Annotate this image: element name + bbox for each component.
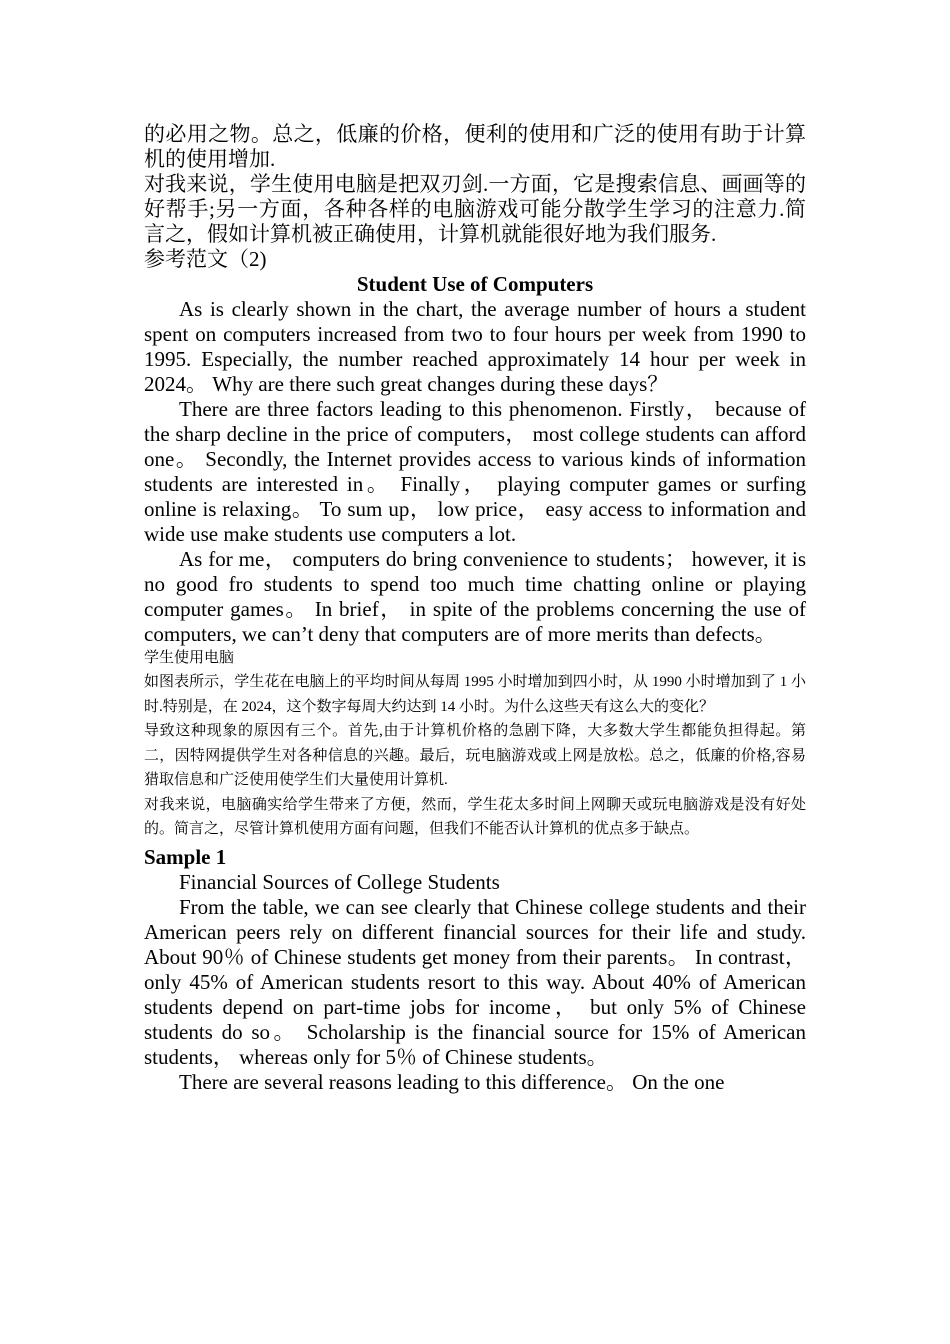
cn-translation-paragraph-1: 如图表所示，学生花在电脑上的平均时间从每周 1995 小时增加到四小时，从 1990 小时增加到了 1 小时.特别是，在 2024，这个数字每周大约达到 14 小时。为什么这些天有这么大的变化？: [144, 674, 806, 715]
sample-paragraph-2: There are several reasons leading to this difference。 On the one: [179, 1069, 725, 1094]
cn-translation-paragraph-3: 对我来说，电脑确实给学生带来了方便，然而，学生花太多时间上网聊天或玩电脑游戏是没有好处的。简言之，尽管计算机使用方面有问题，但我们不能否认计算机的优点多于缺点。: [144, 796, 806, 837]
essay-title: Student Use of Computers: [356, 272, 594, 296]
sample-paragraph-1: From the table, we can see clearly that Chinese college students and their American peers rely on different financial sources for their life and study. About 90％ of Chinese students get money from their parents。 In contrast， only 45% of American students resort to this way. About 40% of American students depend on part-time jobs for income， but only 5% of Chinese students do so。 Scholarship is the financial source for 15% of American students， whereas only for 5％ of Chinese students。: [144, 894, 806, 1069]
document-page: [144, 122, 806, 1095]
essay-paragraph-1: As is clearly shown in the chart, the average number of hours a student spent on computers increased from two to four hours per week from 1990 to 1995. Especially, the number reached approximately 14 hour per week in 2024。 Why are there such great changes during these days？: [144, 297, 806, 396]
cn-translation-title: 学生使用电脑: [144, 650, 235, 666]
reference-label: 参考范文（2): [144, 247, 267, 271]
sample-heading: Sample 1: [144, 844, 227, 869]
sample-title: Financial Sources of College Students: [179, 869, 500, 894]
essay-paragraph-2: There are three factors leading to this phenomenon. Firstly， because of the sharp decline in the price of computers， most college students can afford one。 Secondly, the Internet provides access to various kinds of information students are interested in。 Finally， playing computer games or surfing online is relaxing。 To sum up， low price， easy access to information and wide use make students use computers a lot.: [144, 397, 806, 546]
essay-paragraph-3: As for me， computers do bring convenience to students； however, it is no good fro students to spend too much time chatting online or playing computer games。 In brief， in spite of the problems concerning the use of computers, we can’t deny that computers are of more merits than defects。: [144, 547, 806, 646]
cn-translation-paragraph-2: 导致这种现象的原因有三个。首先,由于计算机价格的急剧下降，大多数大学生都能负担得起。第二，因特网提供学生对各种信息的兴趣。最后，玩电脑游戏或上网是放松。总之，低廉的价格,容易猎取信息和广泛使用使学生们大量使用计算机.: [144, 723, 806, 788]
cn-paragraph-opinion: 对我来说，学生使用电脑是把双刃剑.一方面，它是搜索信息、画画等的好帮手;另一方面，各种各样的电脑游戏可能分散学生学习的注意力.简言之，假如计算机被正确使用，计算机就能很好地为我们服务.: [144, 172, 806, 246]
cn-paragraph-conclusion: 的必用之物。总之，低廉的价格，便利的使用和广泛的使用有助于计算机的使用增加.: [144, 122, 806, 171]
